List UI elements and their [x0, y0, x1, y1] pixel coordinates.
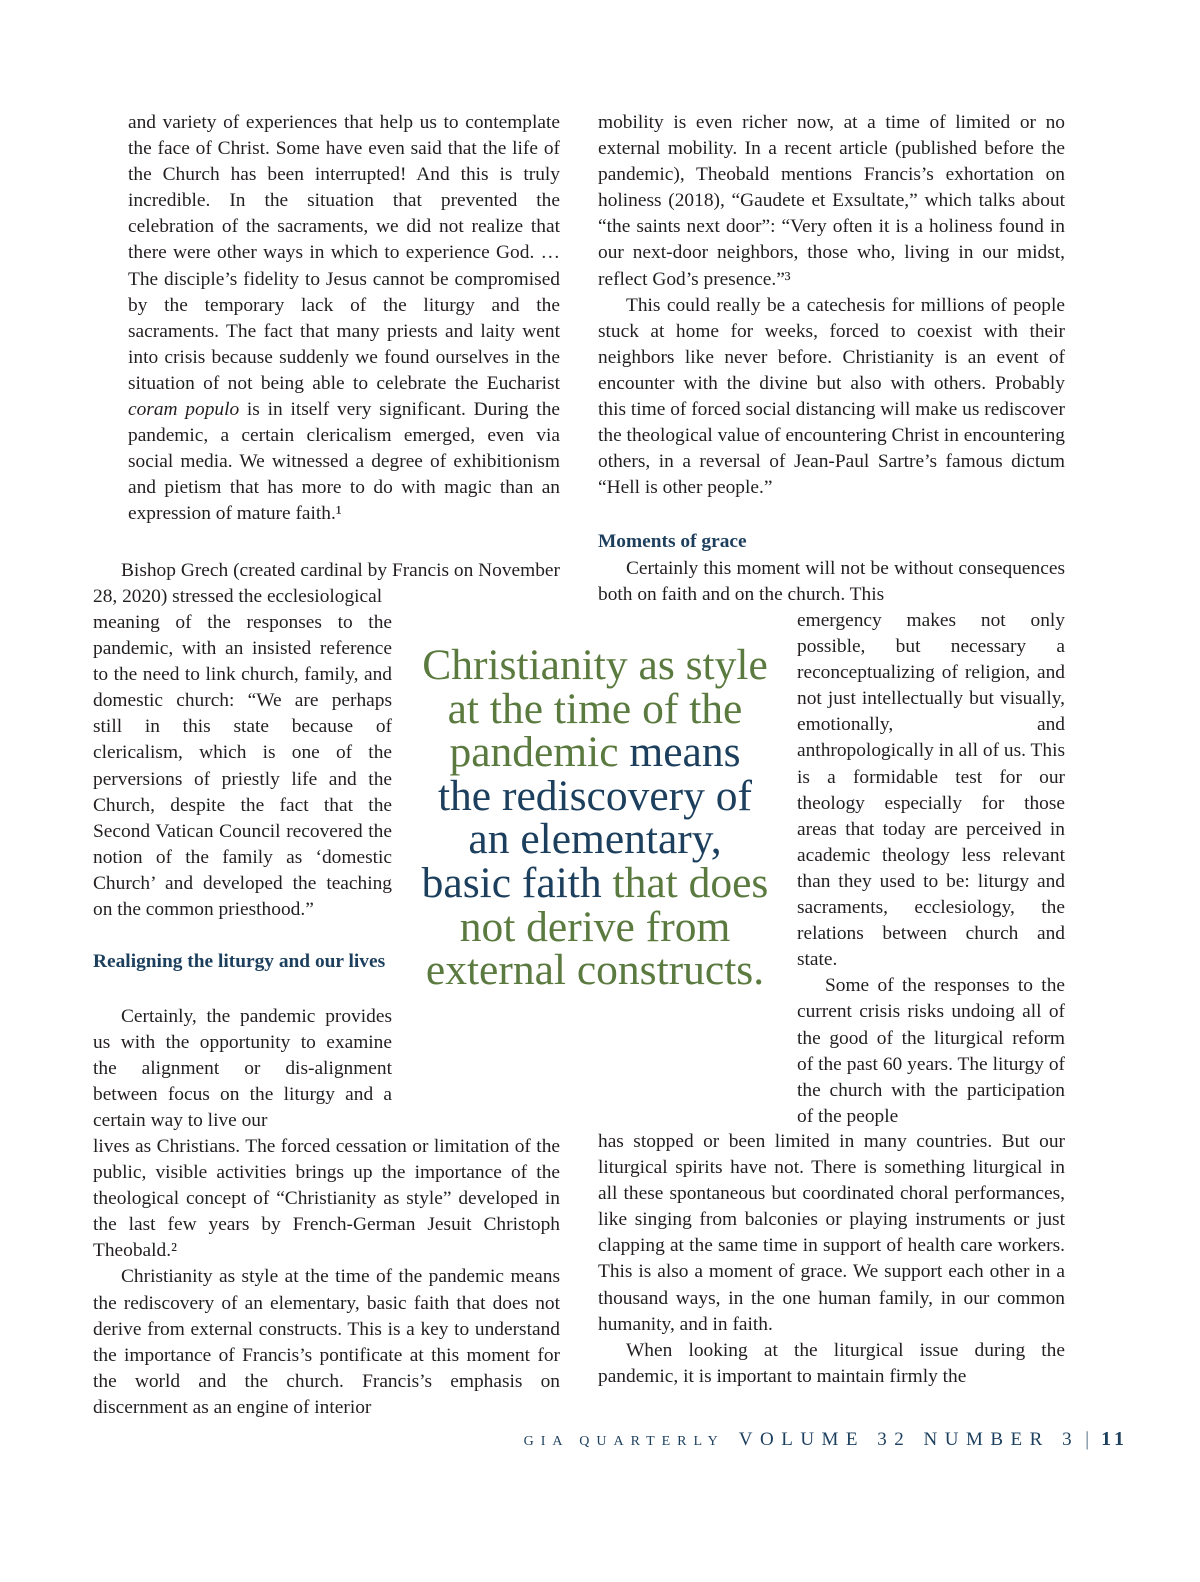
section-heading-moments: Moments of grace: [598, 531, 747, 552]
pull-quote-green-2: that does not derive from external constructs.: [425, 858, 769, 995]
pull-quote-blue: means the rediscovery of an elementary, basic faith: [421, 728, 753, 907]
right-paragraphs-bottom: [598, 1129, 1065, 1390]
left-paragraph-narrow-text: meaning of the responses to the pandemic, with an insisted reference to the need to link church, family, and domestic church: “We are perhaps still in this state because of clericalism, which is one of the perversions of priestly life and the Church, despite the fact that the Second Vatican Council recovered the notion of the family as ‘domestic Church’ and developed the teaching on the common priesthood.”: [93, 612, 392, 921]
right-paragraph-liturgical-issue: When looking at the liturgical issue during the pandemic, it is important to maintain firmly the: [598, 1339, 1065, 1387]
page-number: 11: [1101, 1428, 1128, 1450]
left-paragraph-narrow: [93, 610, 392, 923]
right-paragraph-catechesis: This could really be a catechesis for millions of people stuck at home for weeks, forced to coexist with their neighbors like never before. Christianity is an event of encounter with the divine but also with others. Probably this time of forced social distancing will make us rediscover the theological value of encountering Christ in encountering others, in a reversal of Jean-Paul Sartre’s famous dictum “Hell is other people.”: [598, 294, 1065, 499]
page-footer: [524, 1428, 1128, 1458]
left-paragraph-style: lives as Christians. The forced cessation or limitation of the public, visible activities brings up the importance of the theological concept of “Christianity as style” developed in the last few years by French-German Jesuit Christoph Theobald.²: [93, 1136, 560, 1262]
block-quote: [128, 110, 560, 528]
right-paragraph-grace-text: Certainly this moment will not be without consequences both on faith and on the church. This: [598, 558, 1065, 606]
quote-text-1: and variety of experiences that help us to contemplate the face of Christ. Some have even said that the life of the Church has been interrupted! And this is truly incredible. In the situation that prevented the celebration of the sacraments, we did not realize that there were other ways in which to experience God. … The disciple’s fidelity to Jesus cannot be compromised by the temporary lack of the liturgy and the sacraments. The fact that many priests and laity went into crisis because suddenly we found ourselves in the situation of not being able to celebrate the Eucharist: [128, 112, 560, 394]
footer-separator: |: [1085, 1428, 1090, 1450]
left-paragraph-grech: [93, 558, 560, 610]
right-paragraph-mobility: mobility is even richer now, at a time of limited or no external mobility. In a recent article (published before the pandemic), Theobald mentions Francis’s exhortation on holiness (2018), “Gaudete et Exsultate,” which talks about “the saints next door”: “Very often it is a holiness found in our next-door neighbors, those who, living in our midst, reflect God’s presence.”³: [598, 112, 1065, 290]
left-paragraph-grech-text: Bishop Grech (created cardinal by Francis on November 28, 2020) stressed the ecclesiological: [93, 560, 560, 608]
pull-quote: [420, 641, 770, 995]
footer-magazine-name: GIA QUARTERLY: [523, 1434, 725, 1449]
right-paragraph-emergency: emergency makes not only possible, but necessary a reconceptualizing of religion, and not just intellectually but visually, emotionally, and anthropologically in all of us. This is a formidable test for our theology especially for those areas that today are perceived in academic theology less relevant than they used to be: liturgy and sacraments, ecclesiology, the relations between church and state.: [797, 610, 1065, 971]
section-heading-realigning: Realigning the liturgy and our lives: [93, 951, 386, 972]
left-paragraphs-bottom: [93, 1134, 560, 1421]
right-paragraph-responses: Some of the responses to the current crisis risks undoing all of the good of the liturgical reform of the past 60 years. The liturgy of the church with the participation of the people: [797, 975, 1065, 1127]
right-paragraphs-top: [598, 110, 1065, 501]
right-paragraph-spirits: has stopped or been limited in many countries. But our liturgical spirits have not. There is something liturgical in all these spontaneous but coordinated choral performances, like singing from balconies or playing instruments or just clapping at the same time in support of health care workers. This is also a moment of grace. We support each other in a thousand ways, in the one human family, in our common humanity, and in faith.: [598, 1131, 1065, 1335]
quote-text-2: is in itself very significant. During the pandemic, a certain clericalism emerged, even via social media. We witnessed a degree of exhibitionism and pietism that has more to do with magic than an expression of mature faith.¹: [128, 399, 560, 525]
pull-quote-green-1: Christianity as style at the time of the pandemic: [422, 641, 768, 777]
quote-italic-term: coram populo: [128, 399, 240, 421]
right-paragraph-grace: [598, 556, 1065, 608]
left-paragraph-pandemic: Christianity as style at the time of the pandemic means the rediscovery of an elementary, basic faith that does not derive from external constructs. This is a key to understand the importance of Francis’s pontificate at this moment for the world and the church. Francis’s emphasis on discernment as an engine of interior: [93, 1266, 560, 1418]
left-paragraph-realign-text: Certainly, the pandemic provides us with the opportunity to examine the alignment or dis-alignment between focus on the liturgy and a certain way to live our: [93, 1006, 392, 1132]
footer-volume: VOLUME 32 NUMBER 3: [738, 1429, 1080, 1450]
right-paragraphs-narrow: [797, 608, 1065, 1130]
left-paragraph-realign: [93, 1004, 392, 1134]
